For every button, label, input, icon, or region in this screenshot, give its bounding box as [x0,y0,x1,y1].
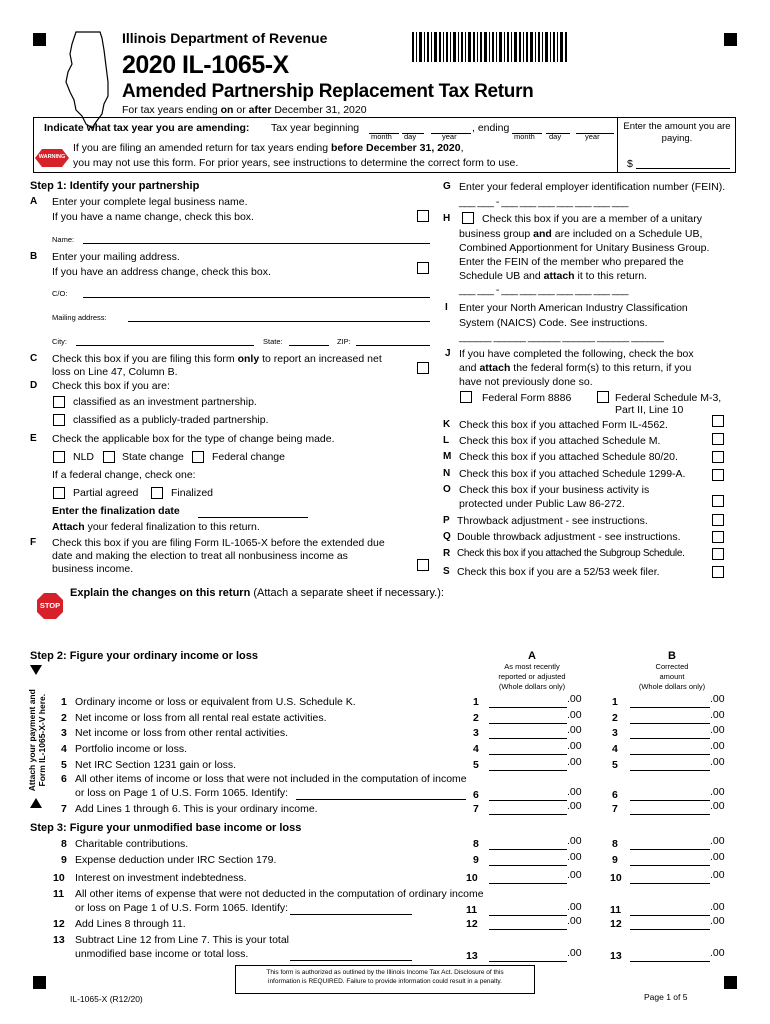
item-letter: R [443,548,451,559]
federal-change-label: Federal change [212,451,285,463]
item-p-text: Throwback adjustment - see instructions. [457,515,648,527]
item-h-text: Check this box if you are a member of a unitary [482,213,703,225]
column-a-header: A [528,650,536,662]
column-b-line-number: 2 [612,712,618,724]
column-a-amount-field[interactable] [489,800,567,801]
form-title: 2020 IL-1065-X [122,51,289,79]
column-b-amount-field[interactable] [630,723,710,724]
federal-question: If a federal change, check one: [52,469,196,481]
column-b-sub: Corrected amount (Whole dollars only) [638,662,706,691]
month-label: month [514,132,535,141]
schedule-m-checkbox[interactable] [712,433,724,445]
ending-label: , ending [472,122,510,134]
city-label: City: [52,337,67,346]
throwback-checkbox[interactable] [712,514,724,526]
item-h-text: Enter the FEIN of the member who prepared the [459,256,684,268]
item-letter: G [443,181,451,192]
item-letter: S [443,566,450,577]
partial-agreed-label: Partial agreed [73,487,139,499]
column-a-sub: As most recently reported or adjusted (Whole dollars only) [498,662,566,691]
naics-field[interactable]: ______ ______ ______ ______ ______ ______ [459,331,664,343]
increased-net-loss-checkbox[interactable] [417,362,429,374]
state-change-label: State change [122,451,184,463]
identify-field[interactable] [290,960,412,961]
cents-label: .00 [567,901,582,913]
item-j-text: have not previously done so. [459,376,593,388]
column-a-line-number: 10 [466,872,478,884]
registration-mark [724,976,737,989]
column-b-amount-field[interactable] [630,814,710,815]
disclosure-notice: This form is authorized as outlined by the Illinois Income Tax Act. Disclosure of this information is REQUIRED. Failure to provide information could result in a penalty. [266,969,504,986]
warning-text-1: If you are filing an amended return for tax years ending before December 31, 2020, [73,142,464,154]
line-number: 2 [61,712,67,724]
investment-partnership-checkbox[interactable] [53,396,65,408]
line-description: All other items of income or loss that were not included in the computation of income [75,773,467,785]
cents-label: .00 [710,851,725,863]
line-description: Expense deduction under IRC Section 179. [75,854,277,866]
address-change-checkbox[interactable] [417,262,429,274]
item-letter: M [443,451,452,462]
item-j-text: If you have completed the following, check the box [459,348,694,360]
column-b-amount-field[interactable] [630,865,710,866]
column-a-line-number: 13 [466,950,478,962]
item-letter: P [443,515,450,526]
attach-finalization: Attach your federal finalization to this return. [52,521,260,533]
line-description: Net IRC Section 1231 gain or loss. [75,759,237,771]
item-k-text: Check this box if you attached Form IL-4562. [459,419,668,431]
item-n-text: Check this box if you attached Schedule 1299-A. [459,468,686,480]
amending-label: Indicate what tax year you are amending: [44,122,250,134]
line-description: Ordinary income or loss or equivalent from U.S. Schedule K. [75,696,356,708]
column-b-amount-field[interactable] [630,961,710,962]
finalization-date-label: Enter the finalization date [52,505,180,517]
item-l-text: Check this box if you attached Schedule M. [459,435,661,447]
column-b-line-number: 5 [612,759,618,771]
column-a-line-number: 11 [466,904,478,916]
nld-label: NLD [73,451,95,463]
item-h-text: business group and are included on a Schedule UB, [459,228,703,240]
schedule-m3-checkbox[interactable] [597,391,609,403]
cents-label: .00 [567,947,582,959]
column-a-line-number: 4 [473,743,479,755]
cents-label: .00 [567,786,582,798]
cents-label: .00 [567,869,582,881]
column-b-line-number: 3 [612,727,618,739]
item-a-text: Enter your complete legal business name. [52,196,248,208]
line-description: All other items of expense that were not deducted in the computation of ordinary income [75,888,484,900]
column-b-amount-field[interactable] [630,929,710,930]
line-description: unmodified base income or total loss. [75,948,249,960]
column-b-line-number: 6 [612,789,618,801]
item-f-text: business income. [52,563,134,575]
column-a-amount-field[interactable] [489,754,567,755]
cents-label: .00 [710,740,725,752]
line-number: 8 [61,838,67,850]
line-description: or loss on Page 1 of U.S. Form 1065. Identify: [75,787,289,799]
item-letter: L [443,435,450,446]
column-b-amount-field[interactable] [630,738,710,739]
warning-icon: WARNING [34,148,70,168]
line-description: Add Lines 1 through 6. This is your ordinary income. [75,803,318,815]
cents-label: .00 [567,724,582,736]
double-throwback-checkbox[interactable] [712,531,724,543]
line-number: 11 [53,888,65,900]
cents-label: .00 [567,915,582,927]
mailing-address-field[interactable] [128,321,430,322]
item-letter: A [30,196,38,207]
federal-change-checkbox[interactable] [192,451,204,463]
identify-field[interactable] [290,914,412,915]
item-letter: E [30,433,37,444]
investment-partnership-label: classified as an investment partnership. [73,396,257,408]
public-law-checkbox[interactable] [712,495,724,507]
cents-label: .00 [567,756,582,768]
item-letter: F [30,537,37,548]
item-j-text: and attach the federal form(s) to this return, if you [459,362,692,374]
column-b-amount-field[interactable] [630,754,710,755]
publicly-traded-checkbox[interactable] [53,414,65,426]
finalization-date-field[interactable] [198,517,308,518]
day-label: day [549,132,562,141]
line-number: 5 [61,759,67,771]
column-a-line-number: 5 [473,759,479,771]
item-letter: Q [443,531,451,542]
column-b-header: B [668,650,676,662]
registration-mark [33,976,46,989]
subgroup-schedule-checkbox[interactable] [712,548,724,560]
column-a-amount-field[interactable] [489,929,567,930]
week-filer-checkbox[interactable] [712,566,724,578]
schedule-80-20-checkbox[interactable] [712,451,724,463]
column-a-amount-field[interactable] [489,883,567,884]
unitary-member-checkbox[interactable] [462,212,474,224]
cents-label: .00 [710,901,725,913]
line-description: Net income or loss from all rental real estate activities. [75,712,327,724]
item-b-text: If you have an address change, check this box. [52,266,271,278]
column-b-line-number: 11 [610,904,622,916]
item-o-text: Check this box if your business activity is [459,484,650,496]
item-q-text: Double throwback adjustment - see instructions. [457,531,681,543]
state-label: State: [263,337,283,346]
finalized-label: Finalized [171,487,214,499]
line-number: 1 [61,696,67,708]
line-number: 6 [61,773,67,785]
item-letter: I [445,302,448,313]
line-number: 3 [61,727,67,739]
form-id: IL-1065-X (R12/20) [70,994,143,1004]
registration-mark [724,33,737,46]
zip-field[interactable] [356,345,430,346]
name-change-checkbox[interactable] [417,210,429,222]
cents-label: .00 [710,709,725,721]
item-s-text: Check this box if you are a 52/53 week filer. [457,566,660,578]
item-b-text: Enter your mailing address. [52,251,180,263]
item-letter: O [443,484,451,495]
cents-label: .00 [710,724,725,736]
nld-checkbox[interactable] [53,451,65,463]
item-a-text: If you have a name change, check this box. [52,211,254,223]
co-label: C/O: [52,289,68,298]
zip-label: ZIP: [337,337,351,346]
item-r-text: Check this box if you attached the Subgroup Schedule. [457,548,685,559]
line-number: 10 [53,872,65,884]
ub-fein-field[interactable]: ___ ___ - ___ ___ ___ ___ ___ ___ ___ [459,284,628,296]
il-4562-checkbox[interactable] [712,415,724,427]
column-a-amount-field[interactable] [489,961,567,962]
step1-title: Step 1: Identify your partnership [30,180,200,192]
item-h-text: Combined Apportionment for Unitary Business Group. [459,242,710,254]
line-description: Subtract Line 12 from Line 7. This is your total [75,934,289,946]
column-a-line-number: 1 [473,696,479,708]
line-number: 9 [61,854,67,866]
item-i-text: System (NAICS) Code. See instructions. [459,317,648,329]
department-name: Illinois Department of Revenue [122,30,328,46]
beginning-label: Tax year beginning [271,122,360,134]
mailing-label: Mailing address: [52,313,107,322]
column-b-amount-field[interactable] [630,770,710,771]
cents-label: .00 [710,835,725,847]
schedule-m3-label: Federal Schedule M-3, [615,392,722,404]
line-description: Add Lines 8 through 11. [75,918,186,930]
column-b-line-number: 9 [612,854,618,866]
payment-attach-note: Attach your payment and Form IL-1065-X-V here. [26,689,47,792]
line-number: 4 [61,743,67,755]
line-description: Interest on investment indebtedness. [75,872,247,884]
column-b-amount-field[interactable] [630,915,710,916]
column-a-amount-field[interactable] [489,723,567,724]
item-c-text: loss on Line 47, Column B. [52,366,178,378]
item-h-text: Schedule UB and attach it to this return. [459,270,647,282]
column-a-line-number: 2 [473,712,479,724]
state-field[interactable] [289,345,329,346]
form-8886-label: Federal Form 8886 [482,392,572,404]
item-letter: B [30,251,38,262]
item-letter: N [443,468,451,479]
column-a-line-number: 8 [473,838,479,850]
day-label: day [404,132,417,141]
explain-label: Explain the changes on this return (Attach a separate sheet if necessary.): [70,587,444,599]
column-b-line-number: 12 [610,918,622,930]
column-b-amount-field[interactable] [630,800,710,801]
column-b-line-number: 8 [612,838,618,850]
column-a-line-number: 7 [473,803,479,815]
item-letter: D [30,380,38,391]
dollar-sign: $ [627,158,633,170]
partial-agreed-checkbox[interactable] [53,487,65,499]
cents-label: .00 [710,947,725,959]
cents-label: .00 [710,915,725,927]
cents-label: .00 [567,693,582,705]
line-description: Charitable contributions. [75,838,189,850]
line-number: 13 [53,934,65,946]
column-a-line-number: 3 [473,727,479,739]
column-a-amount-field[interactable] [489,915,567,916]
line-description: or loss on Page 1 of U.S. Form 1065. Identify: [75,902,289,914]
column-b-line-number: 1 [612,696,618,708]
line-number: 7 [61,803,67,815]
cents-label: .00 [567,709,582,721]
line-description: Portfolio income or loss. [75,743,188,755]
payment-amount-field[interactable] [636,168,730,169]
explain-field[interactable] [70,603,732,639]
column-b-amount-field[interactable] [630,707,710,708]
column-a-line-number: 12 [466,918,478,930]
item-i-text: Enter your North American Industry Classification [459,302,688,314]
column-b-amount-field[interactable] [630,883,710,884]
year-label: year [585,132,600,141]
column-b-amount-field[interactable] [630,849,710,850]
illinois-map-icon [62,30,114,130]
column-a-amount-field[interactable] [489,865,567,866]
item-g-text: Enter your federal employer identification number (FEIN). [459,181,726,193]
cents-label: .00 [567,851,582,863]
line-description: Net income or loss from other rental activities. [75,727,288,739]
item-d-text: Check this box if you are: [52,380,170,392]
item-m-text: Check this box if you attached Schedule 80/20. [459,451,678,463]
item-f-text: Check this box if you are filing Form IL-1065-X before the extended due [52,537,385,549]
page-number: Page 1 of 5 [644,992,688,1002]
month-label: month [371,132,392,141]
schedule-m3-label: Part II, Line 10 [615,404,684,416]
item-f-text: date and making the election to treat all nonbusiness income as [52,550,348,562]
item-o-text: protected under Public Law 86-272. [459,498,625,510]
registration-mark [33,33,46,46]
line-number: 12 [53,918,65,930]
column-a-amount-field[interactable] [489,707,567,708]
publicly-traded-label: classified as a publicly-traded partnership. [73,414,269,426]
cents-label: .00 [710,693,725,705]
name-field[interactable] [83,243,430,244]
cents-label: .00 [567,740,582,752]
schedule-1299a-checkbox[interactable] [712,469,724,481]
finalized-checkbox[interactable] [151,487,163,499]
item-letter: J [445,348,451,359]
state-change-checkbox[interactable] [103,451,115,463]
pay-label: Enter the amount you are paying. [623,121,731,144]
cents-label: .00 [710,786,725,798]
cents-label: .00 [567,800,582,812]
column-b-line-number: 7 [612,803,618,815]
item-letter: K [443,419,451,430]
cents-label: .00 [710,869,725,881]
fein-field[interactable]: ___ ___ - ___ ___ ___ ___ ___ ___ ___ [459,196,628,208]
item-e-text: Check the applicable box for the type of change being made. [52,433,335,445]
cents-label: .00 [567,835,582,847]
city-field[interactable] [76,345,254,346]
item-c-text: Check this box if you are filing this form only to report an increased net [52,353,382,365]
column-b-line-number: 13 [610,950,622,962]
column-b-line-number: 4 [612,743,618,755]
name-label: Name: [52,235,75,244]
column-a-amount-field[interactable] [489,849,567,850]
identify-field[interactable] [296,799,466,800]
item-letter: C [30,353,38,364]
form-8886-checkbox[interactable] [460,391,472,403]
item-letter: H [443,213,451,224]
nonbusiness-election-checkbox[interactable] [417,559,429,571]
column-a-amount-field[interactable] [489,814,567,815]
barcode-image [412,32,568,62]
year-label: year [442,132,457,141]
column-b-line-number: 10 [610,872,622,884]
form-subtitle: Amended Partnership Replacement Tax Return [122,81,534,102]
applies-note: For tax years ending on or after December 31, 2020 [122,104,367,116]
cents-label: .00 [710,800,725,812]
step2-title: Step 2: Figure your ordinary income or loss [30,650,258,662]
column-a-line-number: 9 [473,854,479,866]
cents-label: .00 [710,756,725,768]
co-field[interactable] [83,297,430,298]
stop-icon: STOP [36,592,64,620]
step3-title: Step 3: Figure your unmodified base income or loss [30,822,302,834]
column-a-amount-field[interactable] [489,770,567,771]
column-a-line-number: 6 [473,789,479,801]
warning-text-2: you may not use this form. For prior years, see instructions to determine the correct form to use. [73,157,519,169]
column-a-amount-field[interactable] [489,738,567,739]
